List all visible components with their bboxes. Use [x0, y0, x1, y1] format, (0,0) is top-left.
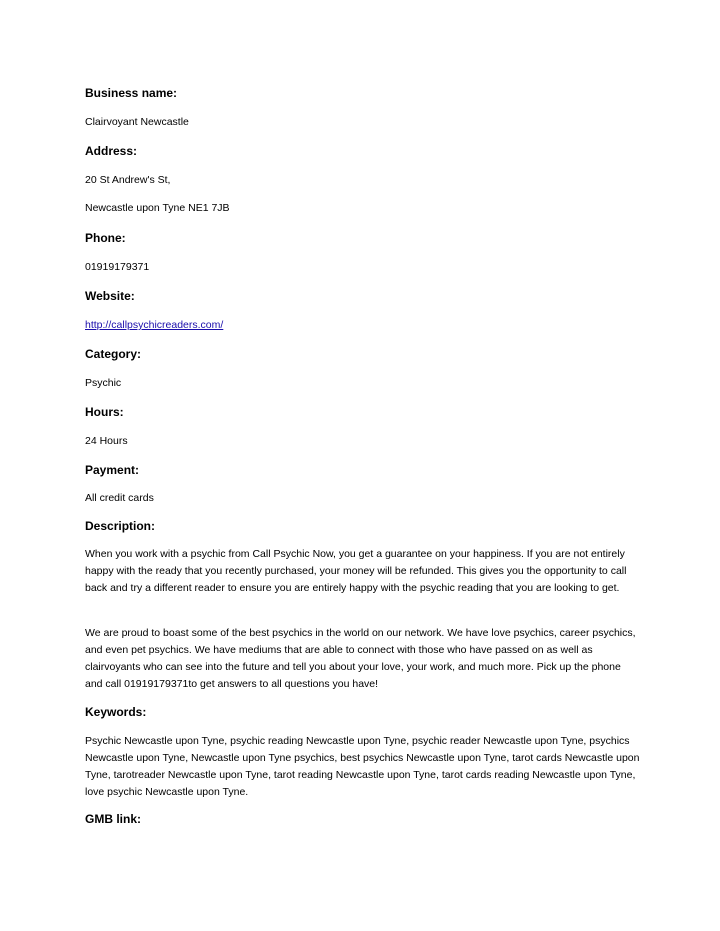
phone-heading: Phone:	[85, 231, 126, 245]
payment-heading: Payment:	[85, 463, 140, 477]
hours-heading: Hours:	[85, 405, 124, 419]
description-paragraph-1: When you work with a psychic from Call Psychic Now, you get a guarantee on your happiness. If you are not entirely happy with the ready that you recently purchased, your money will be refunded. This gives you the opportunity to call back and try a different reader to ensure you are entirely happy with the psychic reading that you are looking to get.	[85, 548, 627, 594]
website-heading: Website:	[85, 289, 135, 303]
business-name-value: Clairvoyant Newcastle	[85, 116, 189, 128]
keywords-heading: Keywords:	[85, 705, 147, 719]
description-paragraph-2: We are proud to boast some of the best psychics in the world on our network. We have love psychics, career psychics, and even pet psychics. We have mediums that are able to connect with those who have passed on as well as clairvoyants who can see into the future and tell you about your love, your work, and much more. Pick up the phone and call 01919179371to get answers to all questions you have!	[85, 627, 636, 690]
category-heading: Category:	[85, 347, 142, 361]
address-line-2: Newcastle upon Tyne NE1 7JB	[85, 202, 230, 214]
payment-value: All credit cards	[85, 492, 154, 504]
keywords-value: Psychic Newcastle upon Tyne, psychic reading Newcastle upon Tyne, psychic reader Newcastle upon Tyne, psychics Newcastle upon Tyne, Newcastle upon Tyne psychics, best psychics Newcastle upon Tyne, tarot cards Newcastle upon Tyne, tarotreader Newcastle upon Tyne, tarot reading Newcastle upon Tyne, tarot cards reading Newcastle upon Tyne, love psychic Newcastle upon Tyne.	[85, 735, 640, 798]
address-heading: Address:	[85, 144, 138, 158]
address-line-1: 20 St Andrew's St,	[85, 174, 171, 186]
gmb-link-heading: GMB link:	[85, 812, 141, 826]
business-name-heading: Business name:	[85, 86, 178, 100]
category-value: Psychic	[85, 377, 122, 389]
phone-value: 01919179371	[85, 261, 150, 273]
description-heading: Description:	[85, 519, 156, 533]
website-link[interactable]: http://callpsychicreaders.com/	[85, 319, 224, 331]
hours-value: 24 Hours	[85, 435, 128, 447]
